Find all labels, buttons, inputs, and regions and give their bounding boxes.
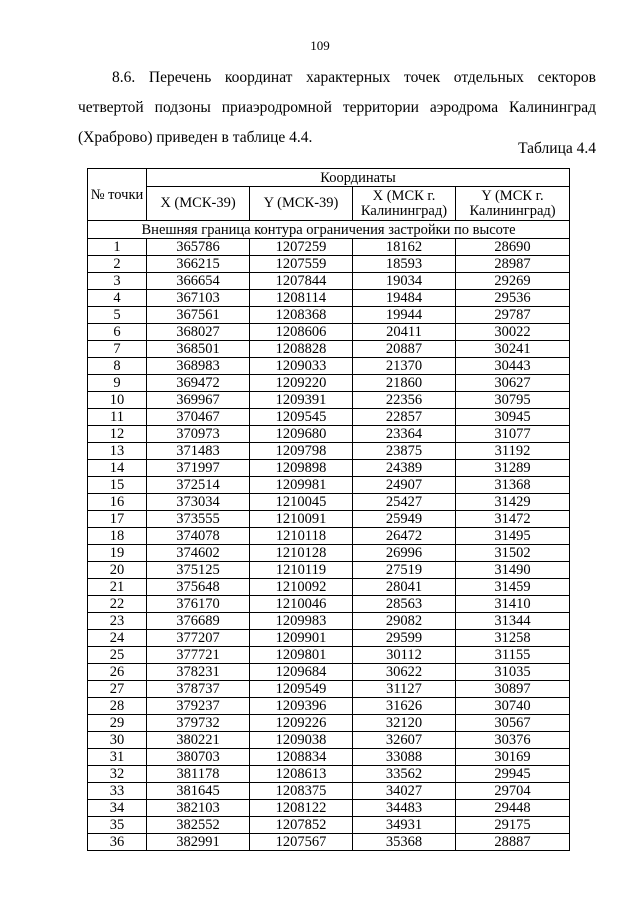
- cell-x-msk-kaliningrad: 35368: [353, 834, 456, 851]
- cell-x-msk39: 373034: [147, 494, 250, 511]
- table-row: [88, 562, 570, 579]
- cell-x-msk39: 371483: [147, 443, 250, 460]
- cell-x-msk-kaliningrad: 31626: [353, 698, 456, 715]
- section-title: Внешняя граница контура ограничения застройки по высоте: [88, 221, 570, 239]
- table-row: [88, 630, 570, 647]
- cell-y-msk-kaliningrad: 28887: [456, 834, 570, 851]
- cell-x-msk39: 375125: [147, 562, 250, 579]
- cell-point-no: 10: [88, 392, 147, 409]
- cell-y-msk39: 1207559: [250, 256, 353, 273]
- cell-point-no: 28: [88, 698, 147, 715]
- table-row: [88, 698, 570, 715]
- table-row: [88, 800, 570, 817]
- cell-x-msk-kaliningrad: 26996: [353, 545, 456, 562]
- cell-x-msk-kaliningrad: 20887: [353, 341, 456, 358]
- table-header: [88, 169, 570, 221]
- cell-x-msk39: 368027: [147, 324, 250, 341]
- cell-point-no: 5: [88, 307, 147, 324]
- cell-y-msk39: 1208834: [250, 749, 353, 766]
- cell-x-msk-kaliningrad: 29082: [353, 613, 456, 630]
- table-row: [88, 834, 570, 851]
- table-row: [88, 426, 570, 443]
- cell-x-msk39: 365786: [147, 239, 250, 256]
- cell-y-msk39: 1209396: [250, 698, 353, 715]
- cell-x-msk39: 377721: [147, 647, 250, 664]
- table-row: [88, 596, 570, 613]
- cell-x-msk39: 375648: [147, 579, 250, 596]
- cell-x-msk39: 368983: [147, 358, 250, 375]
- table-row: [88, 817, 570, 834]
- cell-y-msk-kaliningrad: 31192: [456, 443, 570, 460]
- cell-x-msk-kaliningrad: 23364: [353, 426, 456, 443]
- cell-y-msk39: 1208613: [250, 766, 353, 783]
- table-row: [88, 766, 570, 783]
- table-row: [88, 579, 570, 596]
- cell-y-msk-kaliningrad: 30443: [456, 358, 570, 375]
- cell-point-no: 34: [88, 800, 147, 817]
- cell-x-msk-kaliningrad: 34931: [353, 817, 456, 834]
- cell-point-no: 22: [88, 596, 147, 613]
- cell-x-msk-kaliningrad: 20411: [353, 324, 456, 341]
- cell-y-msk39: 1208368: [250, 307, 353, 324]
- cell-y-msk39: 1208606: [250, 324, 353, 341]
- cell-x-msk39: 382991: [147, 834, 250, 851]
- table-row: [88, 341, 570, 358]
- cell-y-msk-kaliningrad: 30022: [456, 324, 570, 341]
- cell-y-msk-kaliningrad: 31459: [456, 579, 570, 596]
- intro-paragraph: 8.6. Перечень координат характерных точек отдельных секторов четвертой подзоны приаэродромной территории аэродрома Калининград (Храброво) приведен в таблице 4.4.: [78, 69, 596, 146]
- cell-y-msk39: 1207567: [250, 834, 353, 851]
- cell-x-msk39: 370973: [147, 426, 250, 443]
- cell-point-no: 35: [88, 817, 147, 834]
- cell-y-msk39: 1207259: [250, 239, 353, 256]
- header-x-msk-kaliningrad: X (МСК г. Калининград): [353, 187, 456, 221]
- cell-y-msk-kaliningrad: 31258: [456, 630, 570, 647]
- cell-x-msk-kaliningrad: 25949: [353, 511, 456, 528]
- cell-y-msk-kaliningrad: 30627: [456, 375, 570, 392]
- cell-x-msk-kaliningrad: 18593: [353, 256, 456, 273]
- table-row: [88, 324, 570, 341]
- table-row: [88, 460, 570, 477]
- table-row: [88, 477, 570, 494]
- cell-y-msk39: 1209033: [250, 358, 353, 375]
- header-point-no: № точки: [88, 169, 147, 221]
- cell-y-msk-kaliningrad: 30567: [456, 715, 570, 732]
- cell-x-msk-kaliningrad: 18162: [353, 239, 456, 256]
- cell-x-msk39: 379237: [147, 698, 250, 715]
- cell-y-msk39: 1210045: [250, 494, 353, 511]
- cell-point-no: 30: [88, 732, 147, 749]
- table-row: [88, 681, 570, 698]
- cell-point-no: 17: [88, 511, 147, 528]
- cell-y-msk39: 1209226: [250, 715, 353, 732]
- cell-x-msk-kaliningrad: 24907: [353, 477, 456, 494]
- cell-x-msk39: 366654: [147, 273, 250, 290]
- cell-y-msk39: 1209549: [250, 681, 353, 698]
- table-row: [88, 375, 570, 392]
- table-row: [88, 443, 570, 460]
- cell-y-msk39: 1209684: [250, 664, 353, 681]
- table-row: [88, 307, 570, 324]
- cell-y-msk-kaliningrad: 29269: [456, 273, 570, 290]
- cell-y-msk39: 1209391: [250, 392, 353, 409]
- cell-point-no: 21: [88, 579, 147, 596]
- cell-x-msk39: 377207: [147, 630, 250, 647]
- cell-point-no: 9: [88, 375, 147, 392]
- cell-x-msk39: 367561: [147, 307, 250, 324]
- cell-point-no: 33: [88, 783, 147, 800]
- table-row: [88, 647, 570, 664]
- cell-x-msk39: 376689: [147, 613, 250, 630]
- cell-point-no: 32: [88, 766, 147, 783]
- cell-x-msk39: 379732: [147, 715, 250, 732]
- cell-point-no: 7: [88, 341, 147, 358]
- cell-x-msk-kaliningrad: 32607: [353, 732, 456, 749]
- cell-x-msk-kaliningrad: 26472: [353, 528, 456, 545]
- cell-y-msk39: 1209220: [250, 375, 353, 392]
- cell-point-no: 13: [88, 443, 147, 460]
- table-row: [88, 528, 570, 545]
- cell-point-no: 18: [88, 528, 147, 545]
- cell-y-msk-kaliningrad: 31429: [456, 494, 570, 511]
- header-x-msk39: X (МСК-39): [147, 187, 250, 221]
- cell-y-msk-kaliningrad: 30945: [456, 409, 570, 426]
- cell-x-msk-kaliningrad: 24389: [353, 460, 456, 477]
- cell-y-msk-kaliningrad: 31035: [456, 664, 570, 681]
- cell-y-msk-kaliningrad: 29536: [456, 290, 570, 307]
- table-row: [88, 749, 570, 766]
- cell-point-no: 25: [88, 647, 147, 664]
- cell-y-msk39: 1209981: [250, 477, 353, 494]
- cell-point-no: 36: [88, 834, 147, 851]
- cell-y-msk39: 1209898: [250, 460, 353, 477]
- table-caption: Таблица 4.4: [518, 140, 596, 157]
- cell-x-msk-kaliningrad: 19034: [353, 273, 456, 290]
- cell-x-msk-kaliningrad: 29599: [353, 630, 456, 647]
- cell-x-msk-kaliningrad: 21370: [353, 358, 456, 375]
- cell-x-msk-kaliningrad: 21860: [353, 375, 456, 392]
- cell-x-msk-kaliningrad: 25427: [353, 494, 456, 511]
- cell-x-msk39: 382103: [147, 800, 250, 817]
- cell-point-no: 1: [88, 239, 147, 256]
- cell-x-msk39: 368501: [147, 341, 250, 358]
- table-row: [88, 613, 570, 630]
- header-y-msk39: Y (МСК-39): [250, 187, 353, 221]
- table-row: [88, 409, 570, 426]
- cell-x-msk39: 380703: [147, 749, 250, 766]
- cell-y-msk-kaliningrad: 28987: [456, 256, 570, 273]
- cell-y-msk39: 1210128: [250, 545, 353, 562]
- header-coordinates: Координаты: [147, 169, 570, 187]
- cell-y-msk-kaliningrad: 30241: [456, 341, 570, 358]
- cell-x-msk-kaliningrad: 22356: [353, 392, 456, 409]
- cell-y-msk39: 1210046: [250, 596, 353, 613]
- table-row: [88, 715, 570, 732]
- cell-y-msk39: 1209798: [250, 443, 353, 460]
- cell-y-msk-kaliningrad: 31495: [456, 528, 570, 545]
- cell-y-msk39: 1207852: [250, 817, 353, 834]
- cell-x-msk-kaliningrad: 34027: [353, 783, 456, 800]
- cell-x-msk-kaliningrad: 19484: [353, 290, 456, 307]
- header-y-msk-kaliningrad: Y (МСК г. Калининград): [456, 187, 570, 221]
- cell-x-msk-kaliningrad: 30622: [353, 664, 456, 681]
- cell-point-no: 8: [88, 358, 147, 375]
- table-body: [88, 221, 570, 851]
- cell-x-msk39: 371997: [147, 460, 250, 477]
- table-row: [88, 732, 570, 749]
- cell-x-msk39: 382552: [147, 817, 250, 834]
- cell-point-no: 24: [88, 630, 147, 647]
- cell-y-msk39: 1208114: [250, 290, 353, 307]
- table-row: [88, 545, 570, 562]
- cell-y-msk39: 1209801: [250, 647, 353, 664]
- cell-y-msk-kaliningrad: 30740: [456, 698, 570, 715]
- cell-point-no: 16: [88, 494, 147, 511]
- cell-x-msk39: 369967: [147, 392, 250, 409]
- cell-point-no: 20: [88, 562, 147, 579]
- cell-x-msk-kaliningrad: 27519: [353, 562, 456, 579]
- cell-y-msk39: 1208375: [250, 783, 353, 800]
- cell-x-msk-kaliningrad: 30112: [353, 647, 456, 664]
- cell-point-no: 15: [88, 477, 147, 494]
- table-row: [88, 511, 570, 528]
- cell-x-msk39: 376170: [147, 596, 250, 613]
- cell-x-msk-kaliningrad: 32120: [353, 715, 456, 732]
- cell-x-msk-kaliningrad: 28041: [353, 579, 456, 596]
- cell-y-msk39: 1207844: [250, 273, 353, 290]
- cell-x-msk-kaliningrad: 28563: [353, 596, 456, 613]
- cell-y-msk39: 1210092: [250, 579, 353, 596]
- cell-x-msk39: 381178: [147, 766, 250, 783]
- cell-point-no: 31: [88, 749, 147, 766]
- cell-x-msk39: 373555: [147, 511, 250, 528]
- cell-y-msk39: 1210119: [250, 562, 353, 579]
- cell-y-msk-kaliningrad: 31077: [456, 426, 570, 443]
- cell-y-msk-kaliningrad: 31490: [456, 562, 570, 579]
- cell-x-msk-kaliningrad: 33562: [353, 766, 456, 783]
- cell-x-msk39: 370467: [147, 409, 250, 426]
- cell-y-msk-kaliningrad: 30169: [456, 749, 570, 766]
- cell-y-msk-kaliningrad: 31155: [456, 647, 570, 664]
- cell-y-msk-kaliningrad: 29787: [456, 307, 570, 324]
- cell-y-msk-kaliningrad: 31502: [456, 545, 570, 562]
- section-row: [88, 221, 570, 239]
- cell-x-msk39: 369472: [147, 375, 250, 392]
- cell-y-msk-kaliningrad: 31472: [456, 511, 570, 528]
- cell-y-msk39: 1210118: [250, 528, 353, 545]
- cell-x-msk39: 378737: [147, 681, 250, 698]
- cell-x-msk39: 378231: [147, 664, 250, 681]
- cell-x-msk-kaliningrad: 31127: [353, 681, 456, 698]
- cell-point-no: 4: [88, 290, 147, 307]
- cell-y-msk39: 1209038: [250, 732, 353, 749]
- cell-x-msk39: 374078: [147, 528, 250, 545]
- page-number: 109: [310, 38, 330, 53]
- cell-y-msk-kaliningrad: 31344: [456, 613, 570, 630]
- cell-y-msk-kaliningrad: 29704: [456, 783, 570, 800]
- cell-x-msk39: 372514: [147, 477, 250, 494]
- cell-y-msk-kaliningrad: 30376: [456, 732, 570, 749]
- cell-x-msk39: 374602: [147, 545, 250, 562]
- cell-x-msk-kaliningrad: 23875: [353, 443, 456, 460]
- cell-y-msk-kaliningrad: 31368: [456, 477, 570, 494]
- cell-x-msk-kaliningrad: 19944: [353, 307, 456, 324]
- cell-point-no: 6: [88, 324, 147, 341]
- table-row: [88, 256, 570, 273]
- table-row: [88, 239, 570, 256]
- cell-y-msk-kaliningrad: 28690: [456, 239, 570, 256]
- cell-point-no: 3: [88, 273, 147, 290]
- cell-point-no: 26: [88, 664, 147, 681]
- cell-x-msk-kaliningrad: 34483: [353, 800, 456, 817]
- cell-x-msk-kaliningrad: 33088: [353, 749, 456, 766]
- cell-y-msk-kaliningrad: 30795: [456, 392, 570, 409]
- cell-x-msk39: 367103: [147, 290, 250, 307]
- cell-y-msk39: 1209901: [250, 630, 353, 647]
- cell-point-no: 2: [88, 256, 147, 273]
- cell-point-no: 12: [88, 426, 147, 443]
- cell-point-no: 27: [88, 681, 147, 698]
- cell-y-msk39: 1209545: [250, 409, 353, 426]
- cell-point-no: 23: [88, 613, 147, 630]
- coordinates-table: [87, 168, 570, 851]
- cell-point-no: 14: [88, 460, 147, 477]
- table-row: [88, 358, 570, 375]
- cell-y-msk39: 1209680: [250, 426, 353, 443]
- cell-y-msk-kaliningrad: 29448: [456, 800, 570, 817]
- cell-point-no: 11: [88, 409, 147, 426]
- cell-y-msk39: 1208122: [250, 800, 353, 817]
- cell-point-no: 19: [88, 545, 147, 562]
- cell-y-msk-kaliningrad: 29175: [456, 817, 570, 834]
- cell-y-msk-kaliningrad: 30897: [456, 681, 570, 698]
- cell-y-msk39: 1210091: [250, 511, 353, 528]
- cell-y-msk39: 1209983: [250, 613, 353, 630]
- table-row: [88, 783, 570, 800]
- table-row: [88, 392, 570, 409]
- cell-x-msk39: 366215: [147, 256, 250, 273]
- cell-y-msk-kaliningrad: 31410: [456, 596, 570, 613]
- cell-y-msk-kaliningrad: 31289: [456, 460, 570, 477]
- table-row: [88, 664, 570, 681]
- cell-y-msk-kaliningrad: 29945: [456, 766, 570, 783]
- table-row: [88, 290, 570, 307]
- cell-x-msk39: 381645: [147, 783, 250, 800]
- cell-x-msk-kaliningrad: 22857: [353, 409, 456, 426]
- table-row: [88, 494, 570, 511]
- cell-y-msk39: 1208828: [250, 341, 353, 358]
- cell-point-no: 29: [88, 715, 147, 732]
- table-row: [88, 273, 570, 290]
- cell-x-msk39: 380221: [147, 732, 250, 749]
